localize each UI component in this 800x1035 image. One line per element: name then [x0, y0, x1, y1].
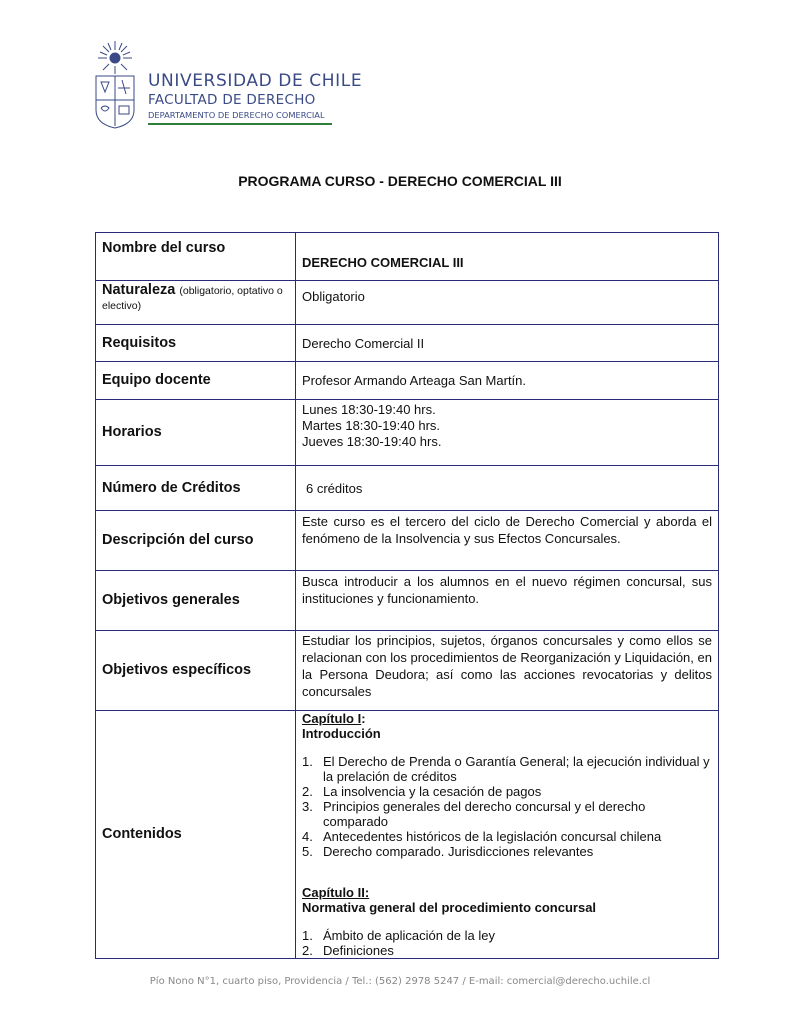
chapter-1-list [302, 754, 712, 859]
list-item [302, 754, 712, 784]
item-text: Derecho comparado. Jurisdicciones relevantes [323, 844, 594, 859]
contents-label: Contenidos [96, 711, 296, 959]
description-value: Este curso es el tercero del ciclo de Derecho Comercial y aborda el fenómeno de la Insolvencia y sus Efectos Concursales. [296, 511, 719, 571]
university-name: UNIVERSIDAD DE CHILE [148, 71, 363, 91]
schedule-label: Horarios [96, 400, 296, 466]
item-text: Principios generales del derecho concursal y el derecho comparado [323, 799, 646, 829]
course-name-value: DERECHO COMERCIAL III [296, 233, 719, 281]
requirements-value: Derecho Comercial II [296, 325, 719, 362]
nature-label-text: Naturaleza [102, 282, 176, 298]
specific-objectives-label: Objetivos específicos [96, 631, 296, 711]
list-item [302, 943, 712, 958]
item-text: Definiciones [323, 943, 394, 958]
chapter-2-subtitle: Normativa general del procedimiento concursal [302, 900, 597, 915]
item-text: Ámbito de aplicación de la ley [323, 928, 495, 943]
department-name: DEPARTAMENTO DE DERECHO COMERCIAL [148, 110, 325, 120]
item-text: El Derecho de Prenda o Garantía General; la ejecución individual y la prelación de créditos [323, 754, 710, 784]
credits-value: 6 créditos [296, 466, 719, 511]
schedule-line: Martes 18:30-19:40 hrs. [302, 418, 441, 433]
list-item [302, 799, 712, 829]
credits-label: Número de Créditos [96, 466, 296, 511]
chapter-1-title: Capítulo I [302, 711, 362, 726]
table-row [96, 233, 719, 281]
page-title: PROGRAMA CURSO - DERECHO COMERCIAL III [238, 173, 562, 189]
teaching-team-label: Equipo docente [96, 362, 296, 400]
schedule-line: Lunes 18:30-19:40 hrs. [302, 402, 436, 417]
chapter-2-list [302, 928, 712, 958]
list-item [302, 928, 712, 943]
table-row [96, 571, 719, 631]
contents-value [296, 711, 719, 959]
item-text: Antecedentes históricos de la legislación concursal chilena [323, 829, 662, 844]
table-row [96, 711, 719, 959]
item-number: 4. [302, 829, 313, 844]
header-divider [148, 123, 332, 125]
schedule-value [296, 400, 719, 466]
schedule-line: Jueves 18:30-19:40 hrs. [302, 434, 442, 449]
page-footer: Pío Nono N°1, cuarto piso, Providencia / Tel.: (562) 2978 5247 / E-mail: comercial@derecho.uchile.cl [149, 976, 651, 987]
table-row [96, 362, 719, 400]
table-row [96, 631, 719, 711]
nature-value: Obligatorio [296, 281, 719, 325]
university-crest-icon [92, 38, 138, 130]
faculty-name: FACULTAD DE DERECHO [148, 92, 316, 108]
chapter-1-heading [302, 711, 712, 726]
specific-objectives-value: Estudiar los principios, sujetos, órganos concursales y como ellos se relacionan con los procedimientos de Reorganización y Liquidación, en la Persona Deudora; así como las acciones revocatorias y delitos concursales [296, 631, 719, 711]
list-item [302, 844, 712, 859]
item-number: 5. [302, 844, 313, 859]
description-label: Descripción del curso [96, 511, 296, 571]
university-logo [92, 38, 363, 130]
requirements-label: Requisitos [96, 325, 296, 362]
item-number: 1. [302, 928, 313, 943]
list-item [302, 829, 712, 844]
general-objectives-value: Busca introducir a los alumnos en el nuevo régimen concursal, sus instituciones y funcionamiento. [296, 571, 719, 631]
nature-label-note: (obligatorio, optativo o electivo) [102, 285, 283, 312]
nature-label [96, 281, 296, 325]
table-row [96, 400, 719, 466]
course-name-label: Nombre del curso [96, 233, 296, 281]
table-row [96, 281, 719, 325]
chapter-2-title: Capítulo II: [302, 885, 370, 900]
general-objectives-label: Objetivos generales [96, 571, 296, 631]
item-number: 1. [302, 754, 313, 769]
course-program-table [95, 232, 719, 959]
chapter-1-colon: : [361, 711, 366, 726]
item-number: 2. [302, 784, 313, 799]
table-row [96, 511, 719, 571]
teaching-team-value: Profesor Armando Arteaga San Martín. [296, 362, 719, 400]
item-text: La insolvencia y la cesación de pagos [323, 784, 542, 799]
list-item [302, 784, 712, 799]
table-row [96, 466, 719, 511]
chapter-1-subtitle: Introducción [302, 726, 381, 741]
table-row [96, 325, 719, 362]
item-number: 3. [302, 799, 313, 814]
item-number: 2. [302, 943, 313, 958]
